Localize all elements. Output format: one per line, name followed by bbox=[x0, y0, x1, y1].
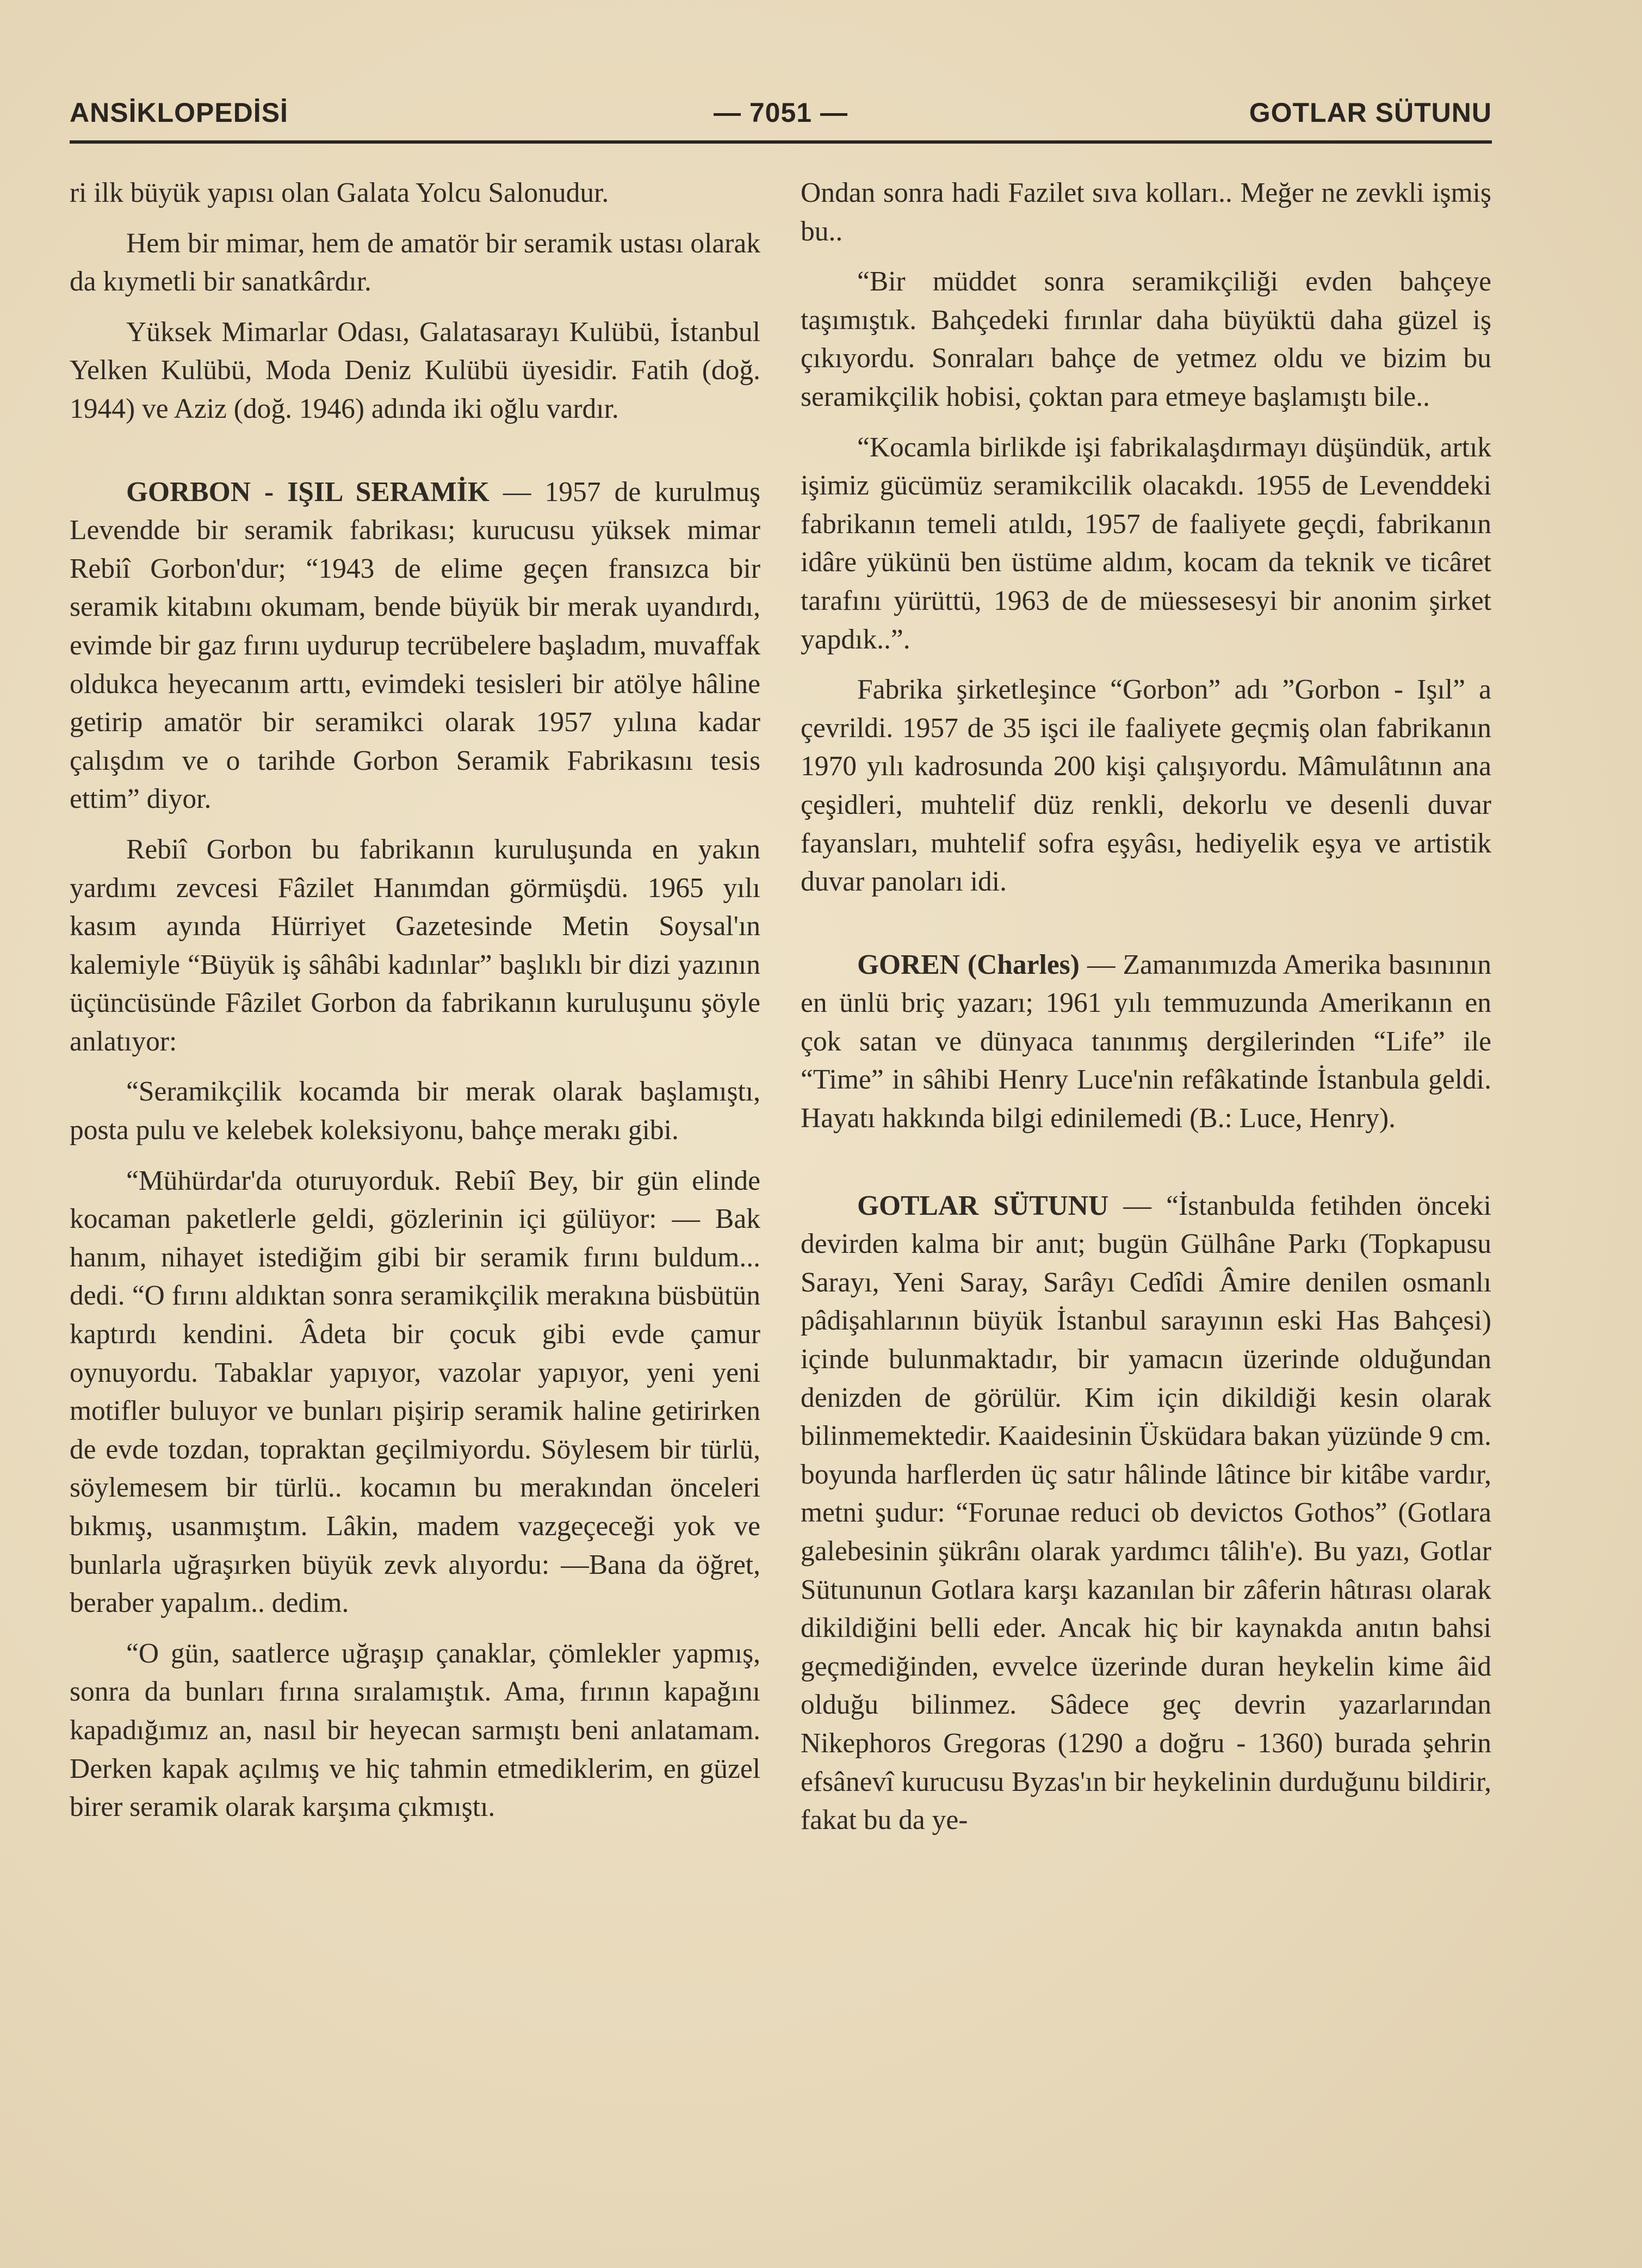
paragraph: “O gün, saatlerce uğraşıp çanaklar, çömlekler yapmış, sonra da bunları fırına sıralamıştık. Ama, fırının kapağını kapadığımız an, nasıl bir heyecan sarmıştı beni anlatamam. Derken kapak açılmış ve hiç tahmin etmediklerim, en güzel birer seramik olarak karşıma çıkmıştı. bbox=[70, 1637, 760, 1823]
right-column bbox=[801, 174, 1491, 1852]
paragraph: “Kocamla birlikde işi fabrikalaşdırmayı düşündük, artık işimiz gücümüz seramikcilik olacakdı. 1955 de Levenddeki fabrikanın temeli atıldı, 1957 de faaliyete geçdi, fabrikanın idâre yükünü ben üstüme aldım, kocam da teknik ve ticâret tarafını yürüttü, 1963 de de müessesesyi bir anonim şirket yapdık..”. bbox=[801, 431, 1491, 655]
entry-gotlar-sutunu bbox=[801, 1187, 1491, 1840]
entry-heading: GOTLAR SÜTUNU bbox=[857, 1190, 1109, 1221]
paragraph: “Mühürdar'da oturuyorduk. Rebiî Bey, bir gün elinde kocaman paketlerle geldi, gözlerinin içi gülüyor: — Bak hanım, nihayet istediğim gibi bir seramik fırını buldum... dedi. “O fırını aldıktan sonra seramikçilik merakına büsbütün kaptırdı kendini. Âdeta bir çocuk gibi evde çamur oynuyordu. Tabaklar yapıyor, vazolar yapıyor, yeni yeni motifler buluyor ve bunları pişirip seramik haline getirirken de evde tozdan, topraktan geçilmiyordu. Söylesem bir türlü, söylemesem bir türlü.. kocamın bu merakından önceleri bıkmış, usanmıştım. Lâkin, madem vazgeçeceği yok ve bunlarla uğraşırken büyük zevk alıyordu: —Bana da öğret, beraber yapalım.. dedim. bbox=[70, 1165, 760, 1619]
entry-body: — “İstanbulda fetihden önceki devirden kalma bir anıt; bugün Gülhâne Parkı (Topkapusu Sarayı, Yeni Saray, Sarâyı Cedîdi Âmire denilen osmanlı pâdişahlarının büyük İstanbul sarayının eski Has Bahçesi) içinde bulunmaktadır, bir yamacın üzerinde olduğundan denizden de görülür. Kim için dikildiği kesin olarak bilinmemektedir. Kaaidesinin Üsküdara bakan yüzünde 9 cm. boyunda harflerden üç satır hâlinde lâtince bir kitâbe vardır, metni şudur: “Forunae reduci ob devictos Gothos” (Gotlara galebesinin şükrânı olarak yardımcı tâlih'e). Bu yazı, Gotlar Sütununun Gotlara karşı kazanılan bir zâferin hâtırası olarak dikildiğini belli eder. Ancak hiç bir kaynakda anıtın bahsi geçmediğinden, evvelce üzerinde duran heykelin kime âid olduğu bilinmez. Sâdece geç devrin yazarlarından Nikephoros Gregoras (1290 a doğru - 1360) burada şehrin efsânevî kurucusu Byzas'ın bir heykelinin durduğunu bildirir, fakat bu da ye- bbox=[801, 1190, 1491, 1836]
paragraph: Yüksek Mimarlar Odası, Galatasarayı Kulübü, İstanbul Yelken Kulübü, Moda Deniz Kulübü üyesidir. Fatih (doğ. 1944) ve Aziz (doğ. 1946) adında iki oğlu vardır. bbox=[70, 316, 760, 424]
paragraph: Hem bir mimar, hem de amatör bir seramik ustası olarak da kıymetli bir sanatkârdır. bbox=[70, 227, 760, 298]
header-title: ANSİKLOPEDİSİ bbox=[70, 97, 288, 128]
header-entry-range: GOTLAR SÜTUNU bbox=[1249, 97, 1492, 128]
entry-heading: GOREN (Charles) bbox=[857, 949, 1080, 980]
entry-heading: GORBON - IŞIL SERAMİK bbox=[126, 476, 489, 508]
paragraph: “Bir müddet sonra seramikçiliği evden bahçeye taşımıştık. Bahçedeki fırınlar daha büyüktü daha güzel iş çıkıyordu. Sonraları bahçe de yetmez oldu ve bizim bu seramikçilik hobisi, çoktan para etmeye başlamıştı bile.. bbox=[801, 266, 1491, 412]
paragraph: Rebiî Gorbon bu fabrikanın kuruluşunda en yakın yardımı zevcesi Fâzilet Hanımdan görmüşdü. 1965 yılı kasım ayında Hürriyet Gazetesinde Metin Soysal'ın kalemiyle “Büyük iş sâhâbi kadınlar” başlıklı bir dizi yazının üçüncüsünde Fâzilet Gorbon da fabrikanın kuruluşunu şöyle anlatıyor: bbox=[70, 833, 760, 1057]
paragraph: ri ilk büyük yapısı olan Galata Yolcu Salonudur. bbox=[70, 177, 609, 208]
page-number: — 7051 — bbox=[713, 97, 848, 128]
page-header bbox=[70, 97, 1492, 135]
left-column bbox=[70, 174, 760, 1839]
entry-goren bbox=[801, 946, 1491, 1138]
paragraph: Ondan sonra hadi Fazilet sıva kolları.. Meğer ne zevkli işmiş bu.. bbox=[801, 177, 1491, 247]
entry-gorbon-isil bbox=[70, 473, 760, 819]
paragraph: “Seramikçilik kocamda bir merak olarak başlamıştı, posta pulu ve kelebek koleksiyonu, bahçe merakı gibi. bbox=[70, 1076, 760, 1146]
paragraph: Fabrika şirketleşince “Gorbon” adı ”Gorbon - Işıl” a çevrildi. 1957 de 35 işci ile faaliyete geçmiş olan fabrikanın 1970 yılı kadrosunda 200 kişi çalışıyordu. Mâmulâtının ana çeşidleri, muhtelif düz renkli, dekorlu ve desenli duvar fayansları, muhtelif sofra eşyâsı, hediyelik eşya ve artistik duvar panoları idi. bbox=[801, 674, 1491, 898]
header-rule bbox=[70, 140, 1492, 144]
entry-body: — Zamanımızda Amerika basınının en ünlü briç yazarı; 1961 yılı temmuzunda Amerikanın en çok satan ve dünyaca tanınmış dergilerinden “Life” ile “Time” in sâhibi Henry Luce'nin refâkatinde İstanbula geldi. Hayatı hakkında bilgi edinilemedi (B.: Luce, Henry). bbox=[801, 949, 1491, 1134]
entry-body: — 1957 de kurulmuş Levendde bir seramik fabrikası; kurucusu yüksek mimar Rebiî Gorbon'dur; “1943 de elime geçen fransızca bir seramik kitabını okumam, bende büyük bir merak uyandırdı, evimde bir gaz fırını uydurup tecrübelere başladım, muvaffak oldukca heyecanım arttı, evimdeki tesisleri bir atölye hâline getirip amatör bir seramikci olarak 1957 yılına kadar çalışdım ve o tarihde Gorbon Seramik Fabrikasını tesis ettim” diyor. bbox=[70, 476, 760, 815]
